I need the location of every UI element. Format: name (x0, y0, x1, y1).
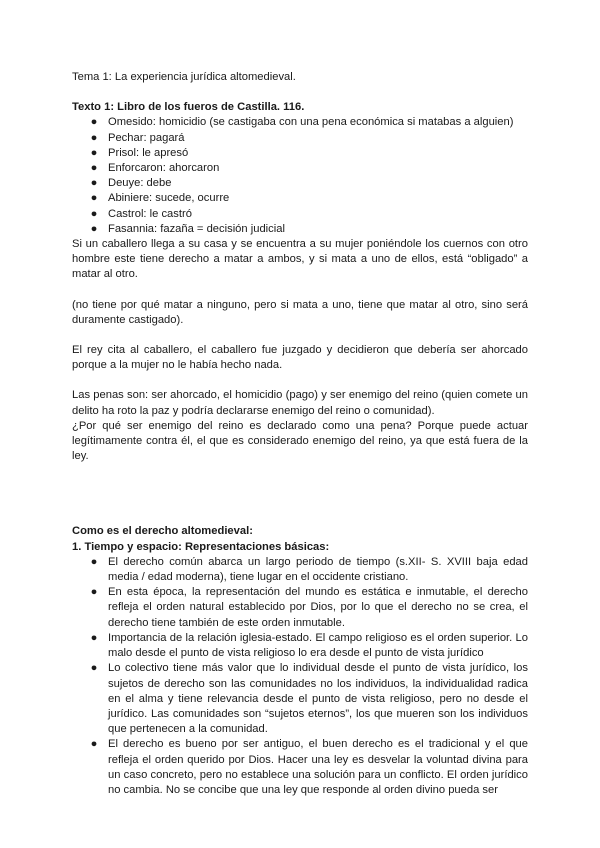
paragraph-4b: ¿Por qué ser enemigo del reino es declarado como una pena? Porque puede actuar legítimamente contra él, el que es considerado enemigo del reino, ya que está fuera de la ley. (72, 419, 528, 463)
list-item: ● El derecho común abarca un largo periodo de tiempo (s.XII- S. XVIII baja edad media / edad moderna), tiene lugar en el occidente cristiano. (72, 555, 528, 585)
bullet-icon: ● (90, 631, 98, 644)
points-list (72, 555, 528, 798)
paragraph-2: (no tiene por qué matar a ninguno, pero si mata a uno, tiene que matar al otro, sino será duramente castigado). (72, 298, 528, 326)
bullet-icon: ● (90, 146, 98, 159)
glossary-list (72, 115, 528, 237)
bullet-icon: ● (90, 662, 98, 675)
list-item: ● Omesido: homicidio (se castigaba con una pena económica si matabas a alguien) (72, 115, 528, 130)
section-heading: Como es el derecho altomedieval: (72, 525, 253, 538)
bullet-icon: ● (90, 162, 98, 175)
list-item: ● Enforcaron: ahorcaron (72, 161, 528, 176)
bullet-icon: ● (90, 116, 98, 129)
paragraph-1: Si un caballero llega a su casa y se encuentra a su mujer poniéndole los cuernos con otro hombre este tiene derecho a matar a ambos, y si mata a uno de ellos, está “obligado” a matar al otro. (72, 238, 528, 281)
list-item: ● El derecho es bueno por ser antiguo, el buen derecho es el tradicional y el que refleja el orden querido por Dios. Hacer una ley es desvelar la voluntad divina para un caso concreto, pero no establece una solución para un conflicto. El orden jurídico no cambia. No se concibe que una ley que responde al orden divino pueda ser (72, 737, 528, 798)
document-page (72, 70, 528, 798)
bullet-icon: ● (90, 222, 98, 235)
bullet-icon: ● (90, 738, 98, 751)
list-item: ● Abiniere: sucede, ocurre (72, 191, 528, 206)
list-item: ● Castrol: le castró (72, 207, 528, 222)
list-item: ● Importancia de la relación iglesia-estado. El campo religioso es el orden superior. Lo malo desde el punto de vista religioso lo era desde el punto de vista jurídico (72, 631, 528, 661)
list-item: ● Lo colectivo tiene más valor que lo individual desde el punto de vista jurídico, los sujetos de derecho son las comunidades no los individuos, la individualidad radica en el alma y tiene relevancia desde el punto de vista religioso, pero no desde el jurídico. Las comunidades son “sujetos eternos”, los que mueren son los individuos que pertenecen a la comunidad. (72, 661, 528, 737)
list-item: ● Deuye: debe (72, 176, 528, 191)
bullet-icon: ● (90, 131, 98, 144)
bullet-icon: ● (90, 192, 98, 205)
list-item: ● Pechar: pagará (72, 131, 528, 146)
text1-heading: Texto 1: Libro de los fueros de Castilla. 116. (72, 101, 305, 114)
paragraph-4a: Las penas son: ser ahorcado, el homicidio (pago) y ser enemigo del reino (quien comete un delito ha roto la paz y podría declararse enemigo del reino o comunidad). (72, 389, 528, 417)
list-item: ● Prisol: le apresó (72, 146, 528, 161)
bullet-icon: ● (90, 555, 98, 568)
list-item: ● En esta época, la representación del mundo es estática e inmutable, el derecho refleja el orden natural establecido por Dios, por lo que el derecho no se crea, el derecho tiene también de este orden inmutable. (72, 585, 528, 631)
subsection-heading: 1. Tiempo y espacio: Representaciones básicas: (72, 540, 330, 553)
bullet-icon: ● (90, 177, 98, 190)
bullet-icon: ● (90, 586, 98, 599)
paragraph-3: El rey cita al caballero, el caballero fue juzgado y decidieron que debería ser ahorcado porque a la mujer no le había hecho nada. (72, 344, 528, 372)
topic-title: Tema 1: La experiencia jurídica altomedieval. (72, 71, 296, 83)
bullet-icon: ● (90, 207, 98, 220)
list-item: ● Fasannia: fazaña = decisión judicial (72, 222, 528, 237)
